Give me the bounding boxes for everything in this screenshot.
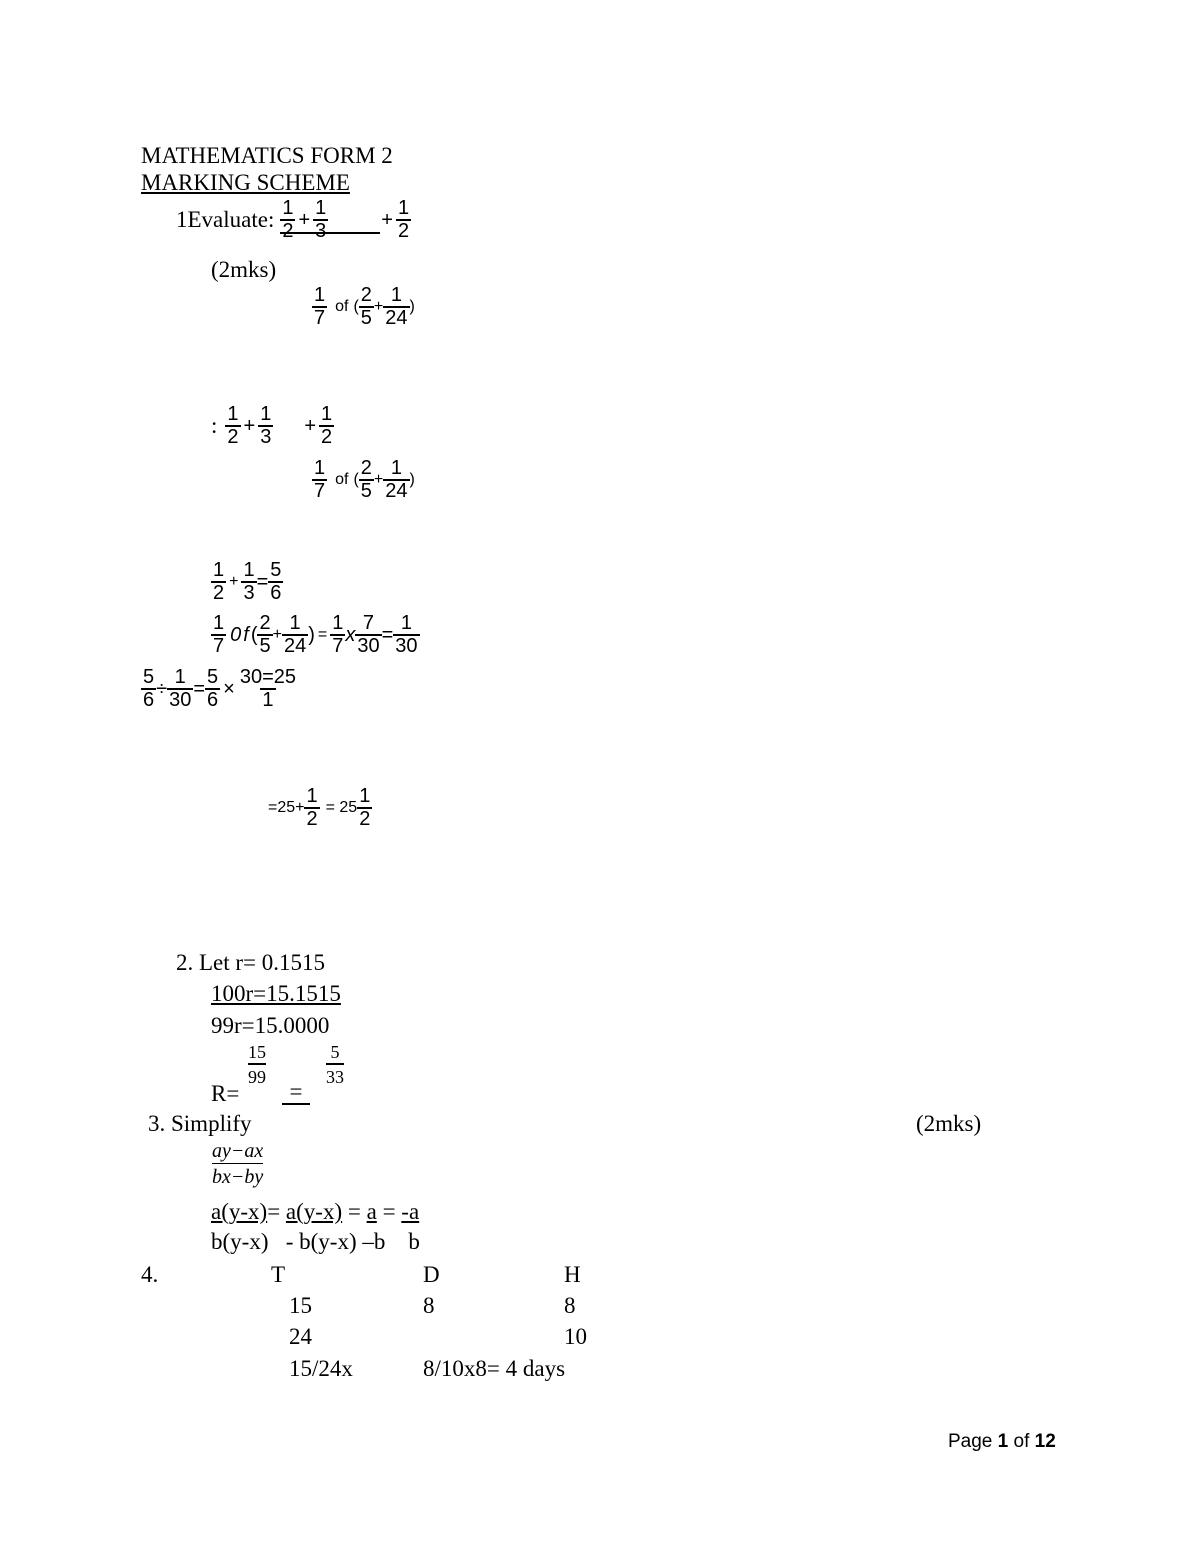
fraction: $\frac{1}{7}$ xyxy=(314,457,326,502)
fraction: $\frac{1}{2}$ xyxy=(321,403,333,448)
fraction: $\frac{1}{3}$ xyxy=(243,559,255,604)
fraction: $\frac{1}{2}$ xyxy=(213,559,225,604)
q1-result: =25+ $\frac{1}{2}$ = 25 $\frac{1}{2}$ xyxy=(268,785,371,830)
q1-label: 1Evaluate: xyxy=(176,207,275,232)
q2-equals: = xyxy=(282,1081,310,1105)
q4-cell: 10 xyxy=(564,1324,587,1349)
q1-step-sum: $\frac{1}{2}$ + $\frac{1}{3}$ = $\frac{5}{6}$ xyxy=(213,559,282,604)
page-footer xyxy=(948,1431,1056,1453)
q4-cell: 8 xyxy=(423,1293,435,1318)
q2-fraction-15-99: 15 99 xyxy=(248,1042,266,1087)
q2-line3: 99r=15.0000 xyxy=(211,1013,330,1038)
q4-header-t: T xyxy=(271,1262,286,1287)
q4-header-d: D xyxy=(423,1262,440,1287)
fraction: $\frac{1}{3}$ xyxy=(260,403,272,448)
q1-complex-fraction: $\frac{1}{2}$ + $\frac{1}{3}$ + $\frac{1}{2}$ xyxy=(282,197,410,242)
q2-fraction-5-33: 5 33 xyxy=(326,1042,344,1087)
q4-label: 4. xyxy=(141,1262,159,1287)
fraction: $\frac{1}{7}$ xyxy=(332,612,344,657)
fraction: $\frac{2}{5}$ xyxy=(360,457,372,502)
page-total: 12 xyxy=(1034,1431,1056,1452)
page-title: MATHEMATICS FORM 2 xyxy=(141,143,393,168)
q4-cell: 8/10x8= 4 days xyxy=(423,1356,566,1381)
fraction-bar xyxy=(280,232,380,234)
fraction: $\frac{2}{5}$ xyxy=(259,612,271,657)
q1-marks: (2mks) xyxy=(211,257,277,282)
q1-denominator-expression: $\frac{1}{7}$ of ( $\frac{2}{5}$ + $\frac{1}{24}$ ) xyxy=(314,284,415,329)
fraction: $\frac{1}{3}$ xyxy=(315,197,327,242)
fraction: $\frac{1}{30}$ xyxy=(395,612,418,657)
fraction: $\frac{1}{7}$ xyxy=(213,612,225,657)
fraction: $\frac{1}{24}$ xyxy=(385,457,408,502)
q4-cell: 8 xyxy=(564,1293,576,1318)
fraction: $\frac{1}{24}$ xyxy=(385,284,408,329)
fraction: $\frac{5}{6}$ xyxy=(143,666,155,711)
fraction: $\frac{1}{2}$ xyxy=(397,197,410,242)
q1-heading xyxy=(176,198,411,242)
q4-cell: 15/24x xyxy=(289,1356,353,1381)
q4-cell: 24 xyxy=(289,1324,312,1349)
page-number: 1 xyxy=(997,1431,1009,1452)
fraction: $\frac{2}{5}$ xyxy=(360,284,372,329)
q3-label: 3. Simplify xyxy=(148,1111,252,1136)
q3-expression: ay−ax bx−by xyxy=(212,1140,264,1188)
q3-step-line1: a(y-x)= a(y-x) = a = -a xyxy=(211,1199,420,1224)
fraction: $\frac{1}{2}$ xyxy=(282,197,294,242)
fraction: $\frac{5}{6}$ xyxy=(270,559,282,604)
fraction: $\frac{1}{2}$ xyxy=(306,785,318,830)
fraction: $\frac{1}{2}$ xyxy=(227,403,239,448)
fraction: $\frac{5}{6}$ xyxy=(207,666,219,711)
fraction: $\frac{1}{7}$ xyxy=(314,284,326,329)
page-word: Page xyxy=(948,1431,993,1452)
fraction: $\frac{30=25}{1}$ xyxy=(239,666,297,711)
fraction: $\frac{1}{2}$ xyxy=(359,785,371,830)
fraction: $\frac{1}{30}$ xyxy=(169,666,192,711)
q2-line1: 2. Let r= 0.1515 xyxy=(176,950,326,975)
q1-restated-numerator: : $\frac{1}{2}$ + $\frac{1}{3}$ + $\frac{1}{2}$ xyxy=(211,403,333,448)
page-subtitle: MARKING SCHEME xyxy=(141,170,350,195)
q3-marks: (2mks) xyxy=(916,1111,982,1136)
fraction: $\frac{7}{30}$ xyxy=(357,612,380,657)
q2-line2: 100r=15.1515 xyxy=(211,981,341,1006)
q2-r-label: R= xyxy=(211,1081,240,1106)
q4-header-h: H xyxy=(564,1262,581,1287)
q4-cell: 15 xyxy=(289,1293,312,1318)
q1-restated-denominator: $\frac{1}{7}$ of ( $\frac{2}{5}$ + $\frac{1}{24}$ ) xyxy=(314,457,415,502)
of-word: of xyxy=(1013,1431,1030,1452)
q3-step-line2: b(y-x) - b(y-x) –b b xyxy=(211,1229,420,1254)
fraction: $\frac{1}{24}$ xyxy=(283,612,307,657)
q1-step-divide: $\frac{5}{6}$ ÷ $\frac{1}{30}$ = $\frac{5}{6}$ × $\frac{30=25}{1}$ xyxy=(143,666,297,711)
q1-step-of: $\frac{1}{7}$ 0f ( $\frac{2}{5}$ + $\frac{1}{24}$ ) = $\frac{1}{7}$ x $\frac{7}{30}$ = $\frac{1}{30}$ xyxy=(213,612,418,657)
